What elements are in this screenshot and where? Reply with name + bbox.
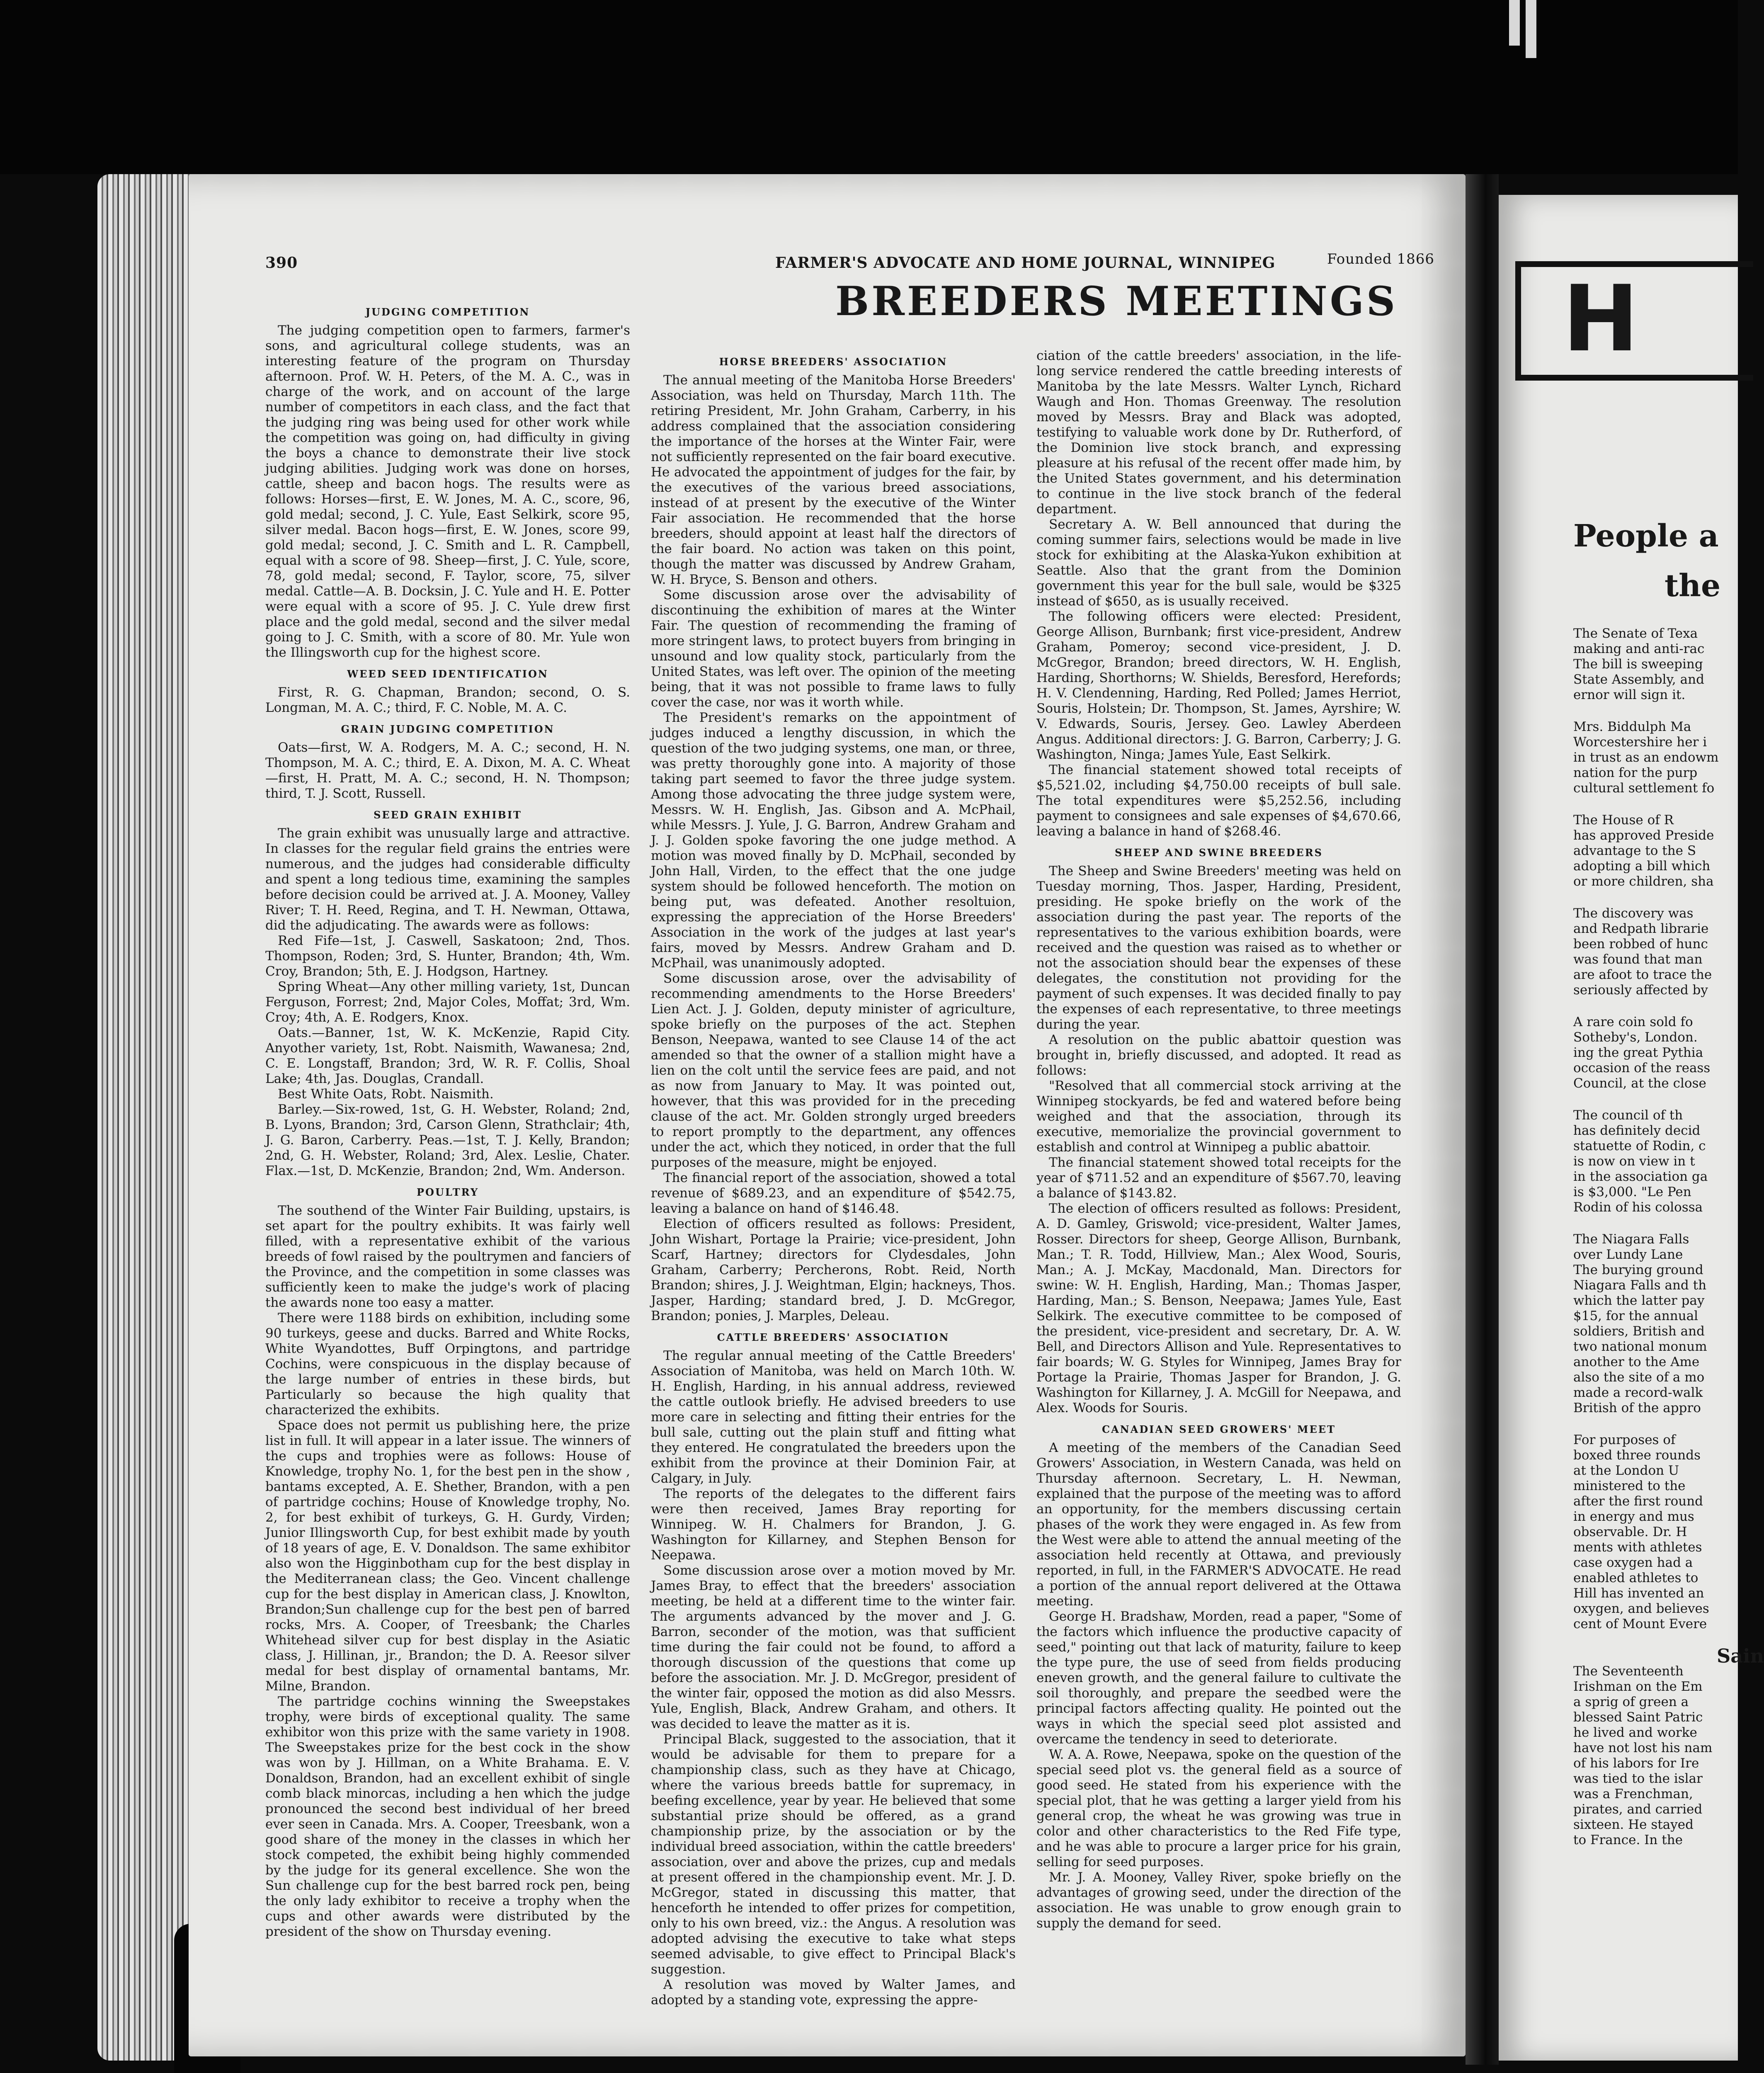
main-heading: BREEDERS MEETINGS xyxy=(835,278,1398,325)
paragraph-gap xyxy=(1573,796,1764,813)
right-text-line: was found that man xyxy=(1573,952,1703,967)
paragraph: Space does not permit us publishing here, the prize list in full. It will appear in a later issue. The winners of the cups and trophies were as follows: House of Knowledge, trophy No. 1, for the best pen in the show , bantams excepted, A. E. Shether, Brandon, with a pen of partridge cochins; House of Knowledge trophy, No. 2, for best exhibit of turkeys, G. H. Gurdy, Virden; Junior Illingsworth Cup, for best exhibit made by youth of 18 years of age, E. V. Donaldson. The same exhibitor also won the Higginbotham cup for the best display in the Mediterranean class; the Geo. Vincent challenge cup for the best display in American class, J. Knowlton, Brandon;Sun challenge cup for the best pen of barred rocks, Mrs. A. Cooper, of Treesbank; the Charles Whitehead silver cup for best display in the Asiatic class, J. Hillinan, jr., Brandon; the D. A. Reesor silver medal for best display of ornamental bantams, Mr. Milne, Brandon. xyxy=(265,1418,630,1694)
right-text-line: The Seventeenth xyxy=(1573,1664,1684,1679)
right-text-line: a sprig of green a xyxy=(1573,1694,1689,1709)
right-text-line: The Niagara Falls xyxy=(1573,1232,1689,1247)
scan-edge-mark xyxy=(1526,0,1536,58)
right-text-line: Irishman on the Em xyxy=(1573,1679,1703,1694)
paragraph: Some discussion arose, over the advisability of recommending amendments to the Horse Breeders' Lien Act. J. J. Golden, deputy minister of agriculture, spoke briefly on the purposes of the act. Stephen Benson, Neepawa, wanted to see Clause 14 of the act amended so that the owner of a stallion might have a lien on the colt until the service fees are paid, and not as now from January to May. It was pointed out, however, that this was provided for in the preceding clause of the act. Mr. Golden strongly urged breeders to report promptly to the department, any offences under the act, which they noticed, in order that the full purposes of the measure, might be enjoyed. xyxy=(651,971,1016,1170)
paragraph: The financial statement showed total receipts for the year of $711.52 and an expenditure of $567.70, leaving a balance of $143.82. xyxy=(1036,1155,1401,1201)
right-text-line: nation for the purp xyxy=(1573,765,1698,780)
right-text-line: The burying ground xyxy=(1573,1262,1703,1277)
right-text-line: has approved Preside xyxy=(1573,828,1714,843)
right-text-line: State Assembly, and xyxy=(1573,672,1704,687)
column-3 xyxy=(1036,348,1401,2032)
paragraph: A resolution was moved by Walter James, and adopted by a standing vote, expressing the appre- xyxy=(651,1977,1016,2007)
right-text-line: Hill has invented an xyxy=(1573,1586,1704,1601)
right-text-line: For purposes of xyxy=(1573,1432,1676,1447)
section-title-grain-judging: GRAIN JUDGING COMPETITION xyxy=(341,723,555,735)
right-text-line: soldiers, British and xyxy=(1573,1324,1705,1339)
right-text-line: at the London U xyxy=(1573,1463,1679,1478)
right-text-line: oxygen, and believes xyxy=(1573,1601,1709,1616)
paragraph-gap xyxy=(1573,703,1764,719)
right-text-line: are afoot to trace the xyxy=(1573,967,1712,982)
paragraph: The grain exhibit was unusually large and attractive. In classes for the regular field grains the entries were numerous, and the judges had considerable difficulty and spent a long tedious time, examining the samples before decision could be arrived at. J. A. Mooney, Valley River; T. H. Reed, Regina, and T. H. Newman, Ottawa, did the adjudicating. The awards were as follows: xyxy=(265,826,630,933)
paragraph: W. A. A. Rowe, Neepawa, spoke on the question of the special seed plot vs. the general field as a source of good seed. He stated from his experience with the special plot, that he was getting a larger yield from his general crop, the wheat he was growing was true in color and other characteristics to the Red Fife type, and he was able to procure a larger price for his grain, selling for seed purposes. xyxy=(1036,1747,1401,1869)
boxed-letter xyxy=(1515,261,1753,381)
right-text-line: ministered to the xyxy=(1573,1478,1686,1493)
scan-edge-mark xyxy=(1509,0,1520,46)
right-text-line: Sotheby's, London. xyxy=(1573,1030,1698,1045)
right-text-line: Worcestershire her i xyxy=(1573,735,1707,750)
right-text-line: in trust as an endowm xyxy=(1573,750,1719,765)
paragraph: Barley.—Six-rowed, 1st, G. H. Webster, Roland; 2nd, B. Lyons, Brandon; 3rd, Carson Glenn, Strathclair; 4th, J. G. Baron, Carberry. Peas.—1st, T. J. Kelly, Brandon; 2nd, G. H. Webster, Roland; 3rd, Alex. Leslie, Chater. Flax.—1st, D. McKenzie, Brandon; 2nd, Wm. Anderson. xyxy=(265,1102,630,1178)
paragraph: A resolution on the public abattoir question was brought in, briefly discussed, and adopted. It read as follows: xyxy=(1036,1032,1401,1078)
paragraph-gap xyxy=(1573,998,1764,1015)
column-2 xyxy=(651,348,1016,2032)
paragraph: Principal Black, suggested to the association, that it would be advisable for them to prepare for a championship class, such as they have at Chicago, where the various breeds battle for supremacy, in beefing excellence, year by year. He believed that some substantial prize should be offered, as a grand championship prize, by the association or by the individual breed association, within the cattle breeders' association, over and above the prizes, cup and medals at present offered in the championship event. Mr. J. D. McGregor, stated in discussing this matter, that henceforth he intended to offer prizes for competition, only to his own breed, viz.: the Angus. A resolution was adopted advising the executive to take what steps seemed advisable, to give effect to Principal Black's suggestion. xyxy=(651,1732,1016,1977)
right-text-line: pirates, and carried xyxy=(1573,1802,1703,1817)
right-text-line: ments with athletes xyxy=(1573,1540,1702,1555)
right-text-line: in the association ga xyxy=(1573,1169,1708,1184)
right-text-line: Niagara Falls and th xyxy=(1573,1278,1707,1293)
right-text-line: ing the great Pythia xyxy=(1573,1045,1703,1060)
paragraph: Election of officers resulted as follows: President, John Wishart, Portage la Prairie; vice-president, John Scarf, Hartney; directors for Clydesdales, John Graham, Carberry; Percherons, Robt. Reid, North Brandon; shires, J. J. Weightman, Elgin; hackneys, Thos. Jasper, Harding; standard bred, J. D. McGregor, Brandon; ponies, J. Marples, Deleau. xyxy=(651,1216,1016,1323)
founded-note: Founded 1866 xyxy=(1327,251,1434,267)
left-page xyxy=(189,174,1466,2056)
paragraph: The southend of the Winter Fair Building, upstairs, is set apart for the poultry exhibits. It was fairly well filled, with a representative exhibit of the various breeds of fowl raised by the poultrymen and fanciers of the Province, and the competition in some classes was sufficiently keen to make the judge's work of placing the awards none too easy a matter. xyxy=(265,1203,630,1310)
page-number: 390 xyxy=(265,254,298,272)
paragraph-gap xyxy=(1573,1416,1764,1432)
right-text-line: adopting a bill which xyxy=(1573,859,1711,874)
paragraph: The partridge cochins winning the Sweepstakes trophy, were birds of exceptional quality. The same exhibitor won this prize with the same variety in 1908. The Sweepstakes prize for the best cock in the show was won by J. Hillman, on a White Brahama. E. V. Donaldson, Brandon, had an excellent exhibit of single comb black minorcas, including a hen which the judge pronounced the second best individual of her breed ever seen in Canada. Mrs. A. Cooper, Treesbank, won a good share of the money in the classes in which her stock competed, the exhibit being highly commended by the judge for its general excellence. She won the Sun challenge cup for the best barred rock pen, being the only lady exhibitor to receive a trophy when the cups and other awards were distributed by the president of the show on Thursday evening. xyxy=(265,1694,630,1939)
right-page xyxy=(1499,195,1764,2061)
right-text-line: boxed three rounds xyxy=(1573,1448,1701,1463)
right-text-line: Rodin of his colossa xyxy=(1573,1200,1703,1215)
paragraph: Oats—first, W. A. Rodgers, M. A. C.; second, H. N. Thompson, M. A. C.; third, E. A. Dixon, M. A. C. Wheat—first, H. Pratt, M. A. C.; second, H. N. Thompson; third, T. J. Scott, Russell. xyxy=(265,740,630,801)
right-text-line: statuette of Rodin, c xyxy=(1573,1138,1706,1153)
right-text-line: enabled athletes to xyxy=(1573,1571,1698,1585)
right-subheading: Sain xyxy=(1717,1645,1764,1667)
paragraph: Oats.—Banner, 1st, W. K. McKenzie, Rapid City. Anyother variety, 1st, Robt. Naismith, Wawanesa; 2nd, C. E. Longstaff, Brandon; 3rd, W. R. F. Collis, Shoal Lake; 4th, Jas. Douglas, Crandall. xyxy=(265,1025,630,1086)
right-headline-line-1: People a xyxy=(1573,518,1719,554)
right-text-line: The Senate of Texa xyxy=(1573,626,1698,641)
right-text-line: The House of R xyxy=(1573,813,1674,828)
right-text-line: have not lost his nam xyxy=(1573,1740,1713,1755)
paragraph: The reports of the delegates to the different fairs were then received, James Bray reporting for Winnipeg. W. H. Chalmers for Brandon, J. G. Washington for Killarney, and Stephen Benson for Neepawa. xyxy=(651,1486,1016,1563)
paragraph-gap xyxy=(1573,1215,1764,1232)
right-text-line: over Lundy Lane xyxy=(1573,1247,1683,1262)
paragraph: A meeting of the members of the Canadian Seed Growers' Association, in Western Canada, was held on Thursday afternoon. Secretary, L. H. Newman, explained that the purpose of the meeting was to afford an opportunity, for the members discussing certain phases of the work they were engaged in. As few from the West were able to attend the annual meeting of the association held recently at Ottawa, and previously reported, in full, in the FARMER'S ADVOCATE. He read a portion of the annual report delivered at the Ottawa meeting. xyxy=(1036,1440,1401,1609)
section-title-seed-grain: SEED GRAIN EXHIBIT xyxy=(374,809,522,821)
paragraph: Mr. J. A. Mooney, Valley River, spoke briefly on the advantages of growing seed, under the direction of the association. He was unable to grow enough grain to supply the demand for seed. xyxy=(1036,1870,1401,1931)
paragraph: ciation of the cattle breeders' association, in the life-long service rendered the cattle breeding interests of Manitoba by the late Messrs. Walter Lynch, Richard Waugh and Hon. Thomas Greenway. The resolution moved by Messrs. Bray and Black was adopted, testifying to valuable work done by Dr. Rutherford, of the Dominion live stock branch, and expressing pleasure at his refusal of the recent offer made him, by the United States government, and his determination to continue in the live stock branch of the federal department. xyxy=(1036,348,1401,517)
paragraph: The financial report of the association, showed a total revenue of $689.23, and an expenditure of $542.75, leaving a balance on hand of $146.48. xyxy=(651,1170,1016,1216)
right-text-line: been robbed of hunc xyxy=(1573,937,1708,952)
right-text-line: occasion of the reass xyxy=(1573,1061,1711,1075)
paragraph: Red Fife—1st, J. Caswell, Saskatoon; 2nd, Thos. Thompson, Roden; 3rd, S. Hunter, Brandon; 4th, Wm. Croy, Brandon; 5th, E. J. Hodgson, Hartney. xyxy=(265,933,630,979)
right-text-line: was tied to the islar xyxy=(1573,1771,1703,1786)
right-text-line: The council of th xyxy=(1573,1108,1683,1123)
right-text-line: blessed Saint Patric xyxy=(1573,1710,1703,1725)
paragraph: Some discussion arose over a motion moved by Mr. James Bray, to effect that the breeders' association meeting, be held at a different time to the winter fair. The arguments advanced by the mover and J. G. Barron, seconder of the motion, was that sufficient time during the fair could not be found, to afford a thorough discussion of the questions that come up before the association. Mr. J. D. McGregor, president of the winter fair, opposed the motion as did also Messrs. Yule, English, Black, Andrew Graham, and others. It was decided to leave the matter as it is. xyxy=(651,1563,1016,1731)
right-text-line: seriously affected by xyxy=(1573,983,1708,998)
section-title-horse-breeders: HORSE BREEDERS' ASSOCIATION xyxy=(719,356,948,368)
right-text-line: is now on view in t xyxy=(1573,1154,1695,1169)
page-edges xyxy=(97,174,197,2061)
right-text-line: of his labors for Ire xyxy=(1573,1756,1699,1771)
section-title-cattle-breeders: CATTLE BREEDERS' ASSOCIATION xyxy=(717,1331,950,1343)
right-text-line: Council, at the close xyxy=(1573,1076,1706,1091)
paragraph: "Resolved that all commercial stock arriving at the Winnipeg stockyards, be fed and watered before being weighed and that the association, through its executive, memorialize the provincial government to establish and control at Winnipeg a public abattoir. xyxy=(1036,1078,1401,1155)
paragraph: The Sheep and Swine Breeders' meeting was held on Tuesday morning, Thos. Jasper, Harding, President, presiding. He spoke briefly on the work of the association during the past year. The reports of the representatives to the various exhibition boards, were received and the question was raised as to whether or not the association should bear the expenses of these delegates, the constitution not providing for the payment of such expenses. It was decided finally to pay the expenses of each representative, to three meetings during the year. xyxy=(1036,864,1401,1032)
publication-title: FARMER'S ADVOCATE AND HOME JOURNAL, WINNIPEG xyxy=(775,254,1276,272)
right-text-line: was a Frenchman, xyxy=(1573,1787,1693,1801)
book-gutter xyxy=(1466,174,1499,2065)
right-text-line: The bill is sweeping xyxy=(1573,657,1703,672)
boxed-letter-text: H xyxy=(1563,266,1639,372)
right-text-line: $15, for the annual xyxy=(1573,1308,1698,1323)
section-title-sheep-swine: SHEEP AND SWINE BREEDERS xyxy=(1114,847,1323,859)
paragraph: The financial statement showed total receipts of $5,521.02, including $4,750.00 receipts of bull sale. The total expenditures were $5,252.56, including payment to consignees and sale expenses of $4,670.66, leaving a balance in hand of $268.46. xyxy=(1036,762,1401,839)
right-text-line: ernor will sign it. xyxy=(1573,687,1686,702)
right-text-line: case oxygen had a xyxy=(1573,1555,1693,1570)
scan-border-top xyxy=(0,0,1738,174)
section-title-judging: JUDGING COMPETITION xyxy=(365,306,530,318)
right-text-line: observable. Dr. H xyxy=(1573,1524,1687,1539)
right-text-line: and Redpath librarie xyxy=(1573,921,1709,936)
paragraph: First, R. G. Chapman, Brandon; second, O. S. Longman, M. A. C.; third, F. C. Noble, M. A. C. xyxy=(265,685,630,715)
paragraph: There were 1188 birds on exhibition, including some 90 turkeys, geese and ducks. Barred and White Rocks, White Wyandottes, Buff Orpingtons, and partridge Cochins, were conspicuous in the display because of the large number of entries in these birds, but Particularly so because the high quality that characterized the exhibits. xyxy=(265,1311,630,1418)
right-text-line: sixteen. He stayed xyxy=(1573,1817,1694,1832)
right-text-line: which the latter pay xyxy=(1573,1293,1705,1308)
right-text-line: made a record-walk xyxy=(1573,1385,1703,1400)
paragraph: The regular annual meeting of the Cattle Breeders' Association of Manitoba, was held on March 10th. W. H. English, Harding, in his annual address, reviewed the cattle outlook briefly. He advised breeders to use more care in selecting and fitting their entries for the bull sale, cutting out the plain stuff and fitting what they entered. He congratulated the breeders upon the exhibit from the province at their Dominion Fair, at Calgary, in July. xyxy=(651,1348,1016,1486)
right-text-line: has definitely decid xyxy=(1573,1123,1701,1138)
right-headline-line-2: the xyxy=(1665,568,1721,604)
paragraph: Secretary A. W. Bell announced that during the coming summer fairs, selections would be made in live stock for exhibiting at the Alaska-Yukon exhibition at Seattle. Also that the grant from the Dominion government this year for the bull sale, would be $325 instead of $650, as is usually received. xyxy=(1036,517,1401,609)
paragraph-gap xyxy=(1573,889,1764,906)
right-text-line: he lived and worke xyxy=(1573,1725,1697,1740)
right-text-line: another to the Ame xyxy=(1573,1354,1700,1369)
paragraph: George H. Bradshaw, Morden, read a paper, "Some of the factors which influence the productive capacity of seed," pointing out that lack of maturity, failure to keep the type pure, the use of seed from fields producing eneven growth, and the general failure to cultivate the soil thoroughly, and prepare the seedbed were the principal factors affecting quality. He pointed out the ways in which the special seed plot assisted and overcame the tendency in seed to deteriorate. xyxy=(1036,1609,1401,1747)
paragraph: Some discussion arose over the advisability of discontinuing the exhibition of mares at the Winter Fair. The question of recommending the framing of more stringent laws, to protect buyers from bringing in unsound and low quality stock, particularly from the United States, was left over. The opinion of the meeting being, that it was not possible to frame laws to fully cover the case, nor was it worth while. xyxy=(651,587,1016,710)
right-text-line: after the first round xyxy=(1573,1494,1703,1509)
right-text-line: making and anti-rac xyxy=(1573,641,1705,656)
right-text-line: two national monum xyxy=(1573,1339,1707,1354)
running-head xyxy=(265,251,1434,276)
right-page-column xyxy=(1573,626,1764,1848)
section-title-seed-growers: CANADIAN SEED GROWERS' MEET xyxy=(1102,1423,1336,1435)
paragraph: The following officers were elected: President, George Allison, Burnbank; first vice-president, Andrew Graham, Pomeroy; second vice-president, J. D. McGregor, Brandon; breed directors, W. H. English, Harding, Shorthorns; W. Shields, Beresford, Herefords; H. V. Clendenning, Harding, Red Polled; James Herriot, Souris, Holstein; Dr. Thompson, St. James, Ayrshire; W. V. Edwards, Souris, Jersey. Geo. Lawley Aberdeen Angus. Additional directors: J. G. Barron, Carberry; J. G. Washington, Ninga; James Yule, East Selkirk. xyxy=(1036,609,1401,762)
right-text-line: also the site of a mo xyxy=(1573,1370,1705,1385)
paragraph: The annual meeting of the Manitoba Horse Breeders' Association, was held on Thursday, March 11th. The retiring President, Mr. John Graham, Carberry, in his address complained that the association considering the importance of the horses at the Winter Fair, were not sufficiently represented on the fair board executive. He advocated the appointment of judges for the fair, by the executives of the various breed associations, instead of at present by the executive of the Winter Fair association. He recommended that the horse breeders, should appoint at least half the directors of the fair board. No action was taken on this point, though the matter was discussed by Andrew Graham, W. H. Bryce, S. Benson and others. xyxy=(651,373,1016,587)
right-text-line: is $3,000. "Le Pen xyxy=(1573,1185,1691,1199)
section-title-poultry: POULTRY xyxy=(417,1186,479,1198)
right-text-line: cultural settlement fo xyxy=(1573,781,1715,796)
paragraph: Best White Oats, Robt. Naismith. xyxy=(278,1087,494,1102)
paragraph: The election of officers resulted as follows: President, A. D. Gamley, Griswold; vice-president, Walter James, Rosser. Directors for sheep, George Allison, Burnbank, Man.; T. R. Todd, Hillview, Man.; Alex Wood, Souris, Man.; A. J. McKay, Macdonald, Man. Directors for swine: W. H. English, Harding, Man.; Thomas Jasper, Harding, Man.; S. Benson, Neepawa; James Yule, East Selkirk. The executive committee to be composed of the president, vice-president and secretary, Dr. A. W. Bell, and Directors Allison and Yule. Representatives to fair boards; W. G. Styles for Winnipeg, James Bray for Portage la Prairie, Thomas Jasper for Brandon, J. G. Washington for Killarney, J. A. McGill for Neepawa, and Alex. Woods for Souris. xyxy=(1036,1201,1401,1415)
right-text-line: to France. In the xyxy=(1573,1833,1683,1847)
right-text-line: British of the appro xyxy=(1573,1401,1701,1415)
paragraph-gap xyxy=(1573,1091,1764,1108)
right-text-line: advantage to the S xyxy=(1573,843,1696,858)
right-text-line: or more children, sha xyxy=(1573,874,1714,889)
right-text-line: The discovery was xyxy=(1573,906,1694,921)
paragraph: The judging competition open to farmers, farmer's sons, and agricultural college students, was an interesting feature of the program on Thursday afternoon. Prof. W. H. Peters, of the M. A. C., was in charge of the work, and on account of the large number of competitors in each class, and the fact that the judging ring was being used for other work while the competition was going on, had difficulty in giving the boys a chance to demonstrate their live stock judging abilities. Judging work was done on horses, cattle, sheep and bacon hogs. The results were as follows: Horses—first, E. W. Jones, M. A. C., score, 96, gold medal; second, J. C. Yule, East Selkirk, score 95, silver medal. Bacon hogs—first, E. W. Jones, score 99, gold medal; second, J. C. Smith and L. R. Campbell, equal with a score of 98. Sheep—first, J. C. Yule, score, 78, gold medal; second, F. Taylor, score, 75, silver medal. Cattle—A. B. Docksin, J. C. Yule and H. E. Potter were equal with a score of 95. J. C. Yule drew first place and the gold medal, second and the silver medal going to J. C. Smith, with a score of 80. Mr. Yule won the Illingsworth cup for the highest score. xyxy=(265,323,630,660)
section-title-weed-seed: WEED SEED IDENTIFICATION xyxy=(347,668,548,680)
column-1 xyxy=(265,299,630,2032)
right-text-line: A rare coin sold fo xyxy=(1573,1015,1693,1029)
paragraph: Spring Wheat—Any other milling variety, 1st, Duncan Ferguson, Forrest; 2nd, Major Coles, Moffat; 3rd, Wm. Croy; 4th, A. E. Rodgers, Knox. xyxy=(265,979,630,1025)
right-text-line: in energy and mus xyxy=(1573,1509,1694,1524)
paragraph: The President's remarks on the appointment of judges induced a lengthy discussion, in which the question of the two judging systems, one man, or three, was pretty thoroughly gone into. A majority of those taking part seemed to favor the three judge system. Among those advocating the three judge system were, Messrs. W. H. English, Jas. Gibson and A. McPhail, while Messrs. J. Yule, J. G. Barron, Andrew Graham and J. J. Golden spoke favoring the one judge method. A motion was moved finally by D. McPhail, seconded by John Hall, Virden, to the effect that the one judge system should be followed henceforth. The motion on being put, was defeated. Another resoltuion, expressing the appreciation of the Horse Breeders' Association in the work of the judges at last year's fairs, moved by Messrs. Andrew Graham and D. McPhail, was unanimously adopted. xyxy=(651,710,1016,971)
right-text-line: cent of Mount Evere xyxy=(1573,1617,1707,1631)
right-text-line: Mrs. Biddulph Ma xyxy=(1573,719,1691,734)
